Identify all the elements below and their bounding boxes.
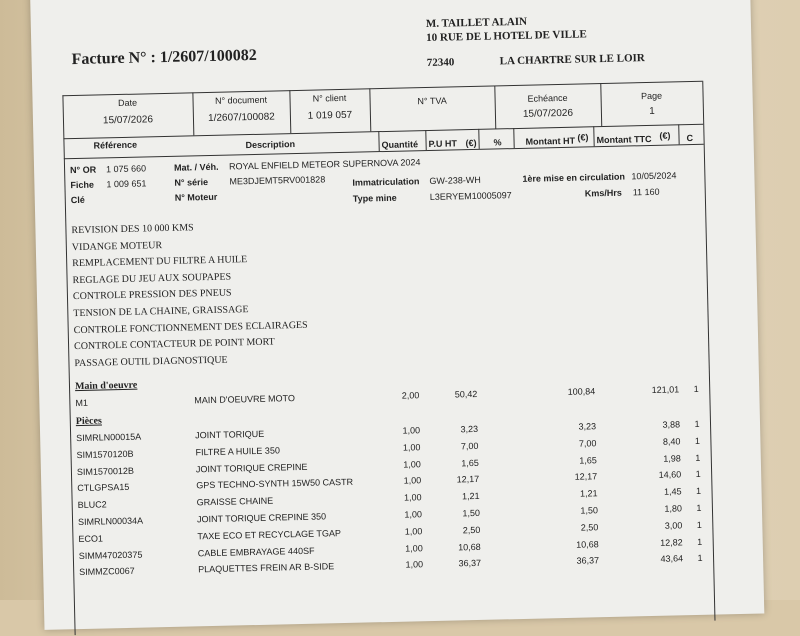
part-pu: 2,50 <box>462 524 481 536</box>
header-divider-5 <box>600 83 602 126</box>
part-ref: SIMMZC0067 <box>79 566 135 578</box>
doc-label: N° document <box>214 94 268 106</box>
part-ref: ECO1 <box>78 533 104 544</box>
part-c: 1 <box>695 452 701 463</box>
work-line: CONTROLE CONTACTEUR DE POINT MORT <box>73 336 275 353</box>
model-value: ROYAL ENFIELD METEOR SUPERNOVA 2024 <box>228 157 421 172</box>
part-desc: FILTRE A HUILE 350 <box>195 445 280 458</box>
part-desc: JOINT TORIQUE <box>195 428 265 441</box>
part-ht: 12,17 <box>574 471 598 483</box>
part-pu: 36,37 <box>458 558 482 569</box>
col-divider-qty <box>378 131 379 151</box>
customer-city: LA CHARTRE SUR LE LOIR <box>499 52 645 68</box>
part-pu: 10,68 <box>458 541 481 553</box>
part-ref: SIMRLN00034A <box>77 515 144 528</box>
client-label: N° client <box>312 92 347 104</box>
part-ttc: 1,80 <box>664 503 683 514</box>
part-qty: 1,00 <box>403 458 421 470</box>
part-c: 1 <box>695 486 702 497</box>
work-line: CONTROLE FONCTIONNEMENT DES ECLAIRAGES <box>73 319 308 336</box>
immat-value: GW-238-WH <box>429 174 481 186</box>
type-value: L3ERYEM10005097 <box>429 190 512 202</box>
first-circ-value: 10/05/2024 <box>631 170 677 182</box>
part-ttc: 8,40 <box>662 436 681 447</box>
part-ref: SIM1570012B <box>76 465 135 477</box>
labor-title: Main d'oeuvre <box>74 379 138 393</box>
part-ht: 7,00 <box>578 438 597 449</box>
doc-value: 1/2607/100082 <box>207 111 275 124</box>
labor-c: 1 <box>693 383 699 395</box>
part-ht: 2,50 <box>580 522 599 533</box>
part-qty: 1,00 <box>404 509 423 520</box>
or-value: 1 075 660 <box>105 163 147 175</box>
col-pu-currency: (€) <box>465 137 477 149</box>
kms-label: Kms/Hrs <box>584 187 622 199</box>
part-desc: CABLE EMBRAYAGE 440SF <box>197 545 315 558</box>
moteur-label: N° Moteur <box>174 191 218 203</box>
work-line: REVISION DES 10 000 KMS <box>71 222 194 237</box>
labor-desc: MAIN D'OEUVRE MOTO <box>194 393 296 406</box>
col-pct: % <box>493 137 502 148</box>
part-desc: PLAQUETTES FREIN AR B-SIDE <box>198 561 335 575</box>
col-divider-pu <box>425 130 426 150</box>
or-label: N° OR <box>69 164 97 176</box>
part-ht: 1,65 <box>579 454 597 466</box>
part-c: 1 <box>696 502 702 514</box>
first-circ-label: 1ère mise en circulation <box>522 171 626 184</box>
col-divider-pct <box>478 129 479 149</box>
cle-label: Clé <box>70 194 85 206</box>
part-ttc: 14,60 <box>658 469 682 481</box>
part-pu: 1,65 <box>461 457 479 468</box>
part-ttc: 1,45 <box>663 486 682 497</box>
invoice-paper <box>30 0 764 630</box>
immat-label: Immatriculation <box>352 176 420 188</box>
invoice-title <box>71 47 257 69</box>
date-label: Date <box>117 97 138 109</box>
kms-value: 11 160 <box>632 186 660 198</box>
part-qty: 1,00 <box>403 475 422 487</box>
part-c: 1 <box>695 469 701 480</box>
part-ht: 1,50 <box>580 505 599 516</box>
due-label: Echéance <box>527 92 568 104</box>
part-desc: GPS TECHNO-SYNTH 15W50 CASTR <box>196 477 354 491</box>
fiche-value: 1 009 651 <box>106 178 147 190</box>
part-qty: 1,00 <box>403 492 422 503</box>
date-value: 15/07/2026 <box>102 114 154 127</box>
client-value: 1 019 057 <box>307 109 353 122</box>
part-pu: 1,50 <box>462 507 481 519</box>
col-ttc-currency: (€) <box>659 130 671 141</box>
part-pu: 12,17 <box>456 474 480 485</box>
page-value: 1 <box>649 105 655 117</box>
customer-name: M. TAILLET ALAIN <box>425 15 528 31</box>
invoice-number: 1/2607/100082 <box>159 46 257 67</box>
col-divider-c <box>678 124 679 144</box>
work-line: REGLAGE DU JEU AUX SOUPAPES <box>72 271 232 286</box>
work-line: TENSION DE LA CHAINE, GRAISSAGE <box>73 304 249 320</box>
col-divider-ht <box>513 128 514 148</box>
part-qty: 1,00 <box>402 425 421 436</box>
part-ref: BLUC2 <box>77 499 107 511</box>
part-ttc: 12,82 <box>660 536 683 548</box>
part-ht: 10,68 <box>576 538 599 550</box>
col-pu: P.U HT <box>428 138 458 149</box>
due-value: 15/07/2026 <box>522 107 574 120</box>
part-pu: 7,00 <box>460 440 479 452</box>
part-desc: JOINT TORIQUE CREPINE 350 <box>196 511 327 525</box>
col-divider-ttc <box>593 126 594 146</box>
parts-title: Pièces <box>75 415 103 428</box>
part-ht: 1,21 <box>579 488 598 499</box>
part-qty: 1,00 <box>405 542 423 554</box>
part-qty: 1,00 <box>405 559 424 571</box>
part-ref: SIM1570120B <box>76 448 134 460</box>
tva-label: N° TVA <box>417 95 447 107</box>
labor-ref: M1 <box>75 397 89 409</box>
part-qty: 1,00 <box>404 526 423 537</box>
labor-ttc: 121,01 <box>651 384 680 395</box>
customer-street: 10 RUE DE L HOTEL DE VILLE <box>426 28 587 45</box>
header-divider-4 <box>494 85 496 128</box>
part-ht: 3,23 <box>578 421 597 432</box>
part-ttc: 43,64 <box>660 553 684 565</box>
part-ref: SIMRLN00015A <box>76 431 142 444</box>
part-ttc: 1,98 <box>663 452 681 464</box>
part-c: 1 <box>696 519 702 530</box>
labor-ht: 100,84 <box>567 386 596 397</box>
col-qty: Quantité <box>381 139 419 151</box>
labor-pu: 50,42 <box>454 388 478 400</box>
part-ref: SIMM47020375 <box>78 549 143 561</box>
work-line: PASSAGE OUTIL DIAGNOSTIQUE <box>74 354 228 369</box>
col-ht-currency: (€) <box>577 132 589 143</box>
part-ht: 36,37 <box>576 555 600 567</box>
part-ref: CTLGPSA15 <box>77 482 130 494</box>
page-label: Page <box>640 90 663 102</box>
serie-label: N° série <box>174 177 209 188</box>
labor-qty: 2,00 <box>401 390 420 401</box>
part-c: 1 <box>697 536 703 547</box>
fiche-label: Fiche <box>70 179 95 191</box>
part-pu: 3,23 <box>460 423 479 435</box>
invoice-label: Facture N° : <box>71 49 157 69</box>
work-description <box>71 218 308 373</box>
part-desc: TAXE ECO ET RECYCLAGE TGAP <box>197 527 342 542</box>
col-c: C <box>686 132 694 144</box>
col-ref: Référence <box>93 139 138 151</box>
col-desc: Description <box>245 139 296 151</box>
part-c: 1 <box>697 553 703 564</box>
part-desc: GRAISSE CHAINE <box>196 495 274 508</box>
work-line: REMPLACEMENT DU FILTRE A HUILE <box>72 254 248 270</box>
part-pu: 1,21 <box>461 491 480 502</box>
part-c: 1 <box>694 435 701 446</box>
serie-value: ME3DJEMT5RV001828 <box>229 174 326 187</box>
customer-postcode: 72340 <box>426 56 455 70</box>
part-c: 1 <box>694 418 700 430</box>
work-line: VIDANGE MOTEUR <box>71 239 163 253</box>
type-label: Type mine <box>352 192 397 204</box>
part-ttc: 3,00 <box>664 520 683 531</box>
work-line: CONTROLE PRESSION DES PNEUS <box>72 287 232 303</box>
col-ttc: Montant TTC <box>596 133 652 146</box>
col-ht: Montant HT <box>525 135 576 147</box>
part-desc: JOINT TORIQUE CREPINE <box>195 461 308 474</box>
part-ttc: 3,88 <box>662 419 681 430</box>
part-qty: 1,00 <box>402 442 421 453</box>
model-label: Mat. / Véh. <box>173 161 219 173</box>
